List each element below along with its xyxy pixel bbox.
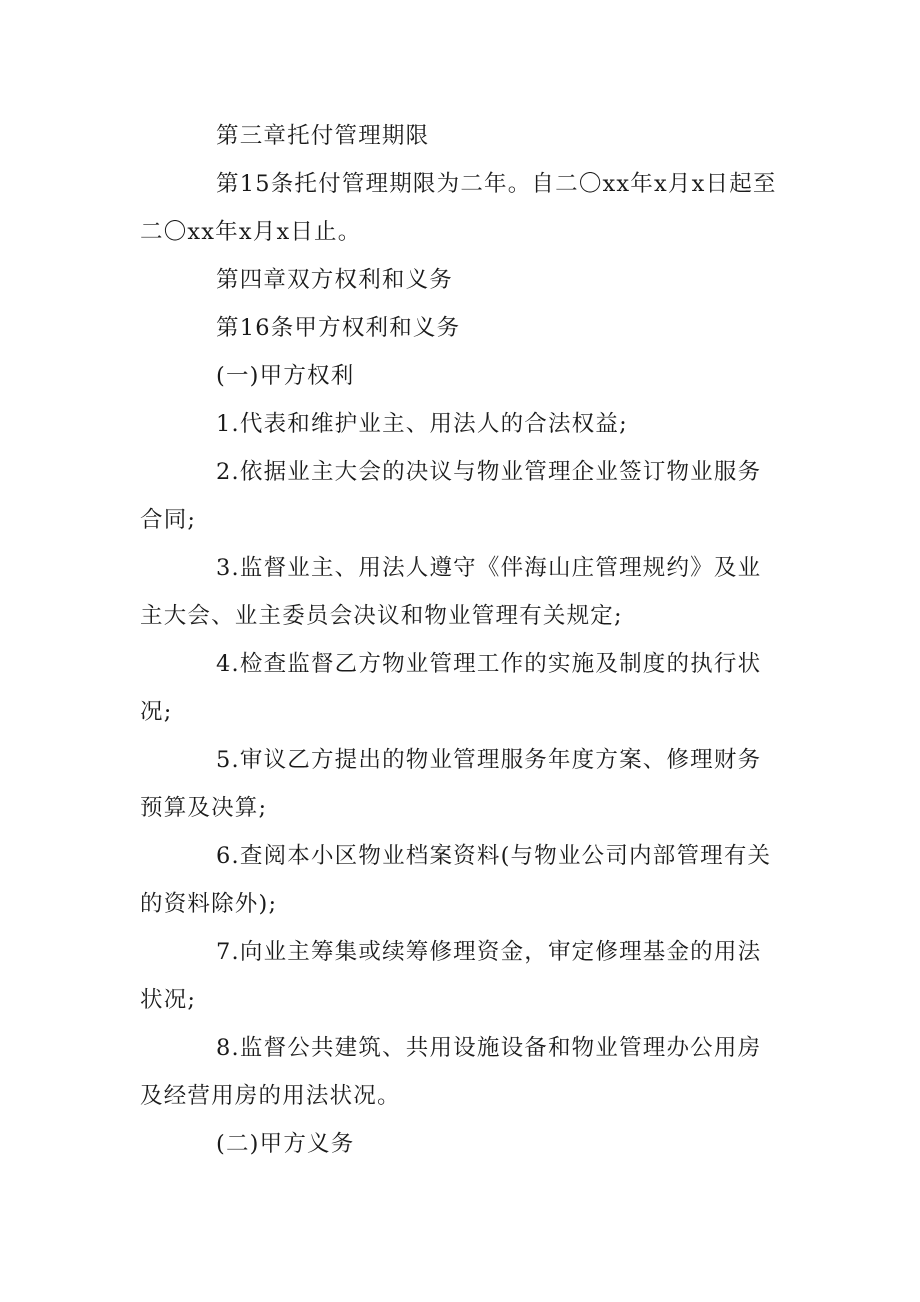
right-item-4: 4.检查监督乙方物业管理工作的实施及制度的执行状况; [140, 651, 762, 725]
right-item-1: 1.代表和维护业主、用法人的合法权益; [216, 411, 628, 437]
right-item-8: 8.监督公共建筑、共用设施设备和物业管理办公用房及经营用房的用法状况。 [140, 1035, 762, 1109]
right-item-6: 6.查阅本小区物业档案资料(与物业公司内部管理有关的资料除外); [140, 843, 772, 917]
right-item-2: 2.依据业主大会的决议与物业管理企业签订物业服务合同; [140, 459, 762, 533]
article-16-heading: 第16条甲方权利和义务 [216, 315, 461, 341]
chapter-3-heading: 第三章托付管理期限 [216, 123, 430, 149]
right-item-7: 7.向业主筹集或续筹修理资金，审定修理基金的用法状况; [140, 939, 762, 1013]
document-page [140, 112, 780, 1168]
right-item-3: 3.监督业主、用法人遵守《伴海山庄管理规约》及业主大会、业主委员会决议和物业管理有关规定; [140, 555, 762, 629]
chapter-4-heading: 第四章双方权利和义务 [216, 267, 454, 293]
right-item-5: 5.审议乙方提出的物业管理服务年度方案、修理财务预算及决算; [140, 747, 762, 821]
party-a-duties-heading: (二)甲方义务 [216, 1131, 355, 1157]
party-a-rights-heading: (一)甲方权利 [216, 363, 355, 389]
article-15-text: 第15条托付管理期限为二年。自二〇xx年x月x日起至二〇xx年x月x日止。 [140, 171, 777, 245]
